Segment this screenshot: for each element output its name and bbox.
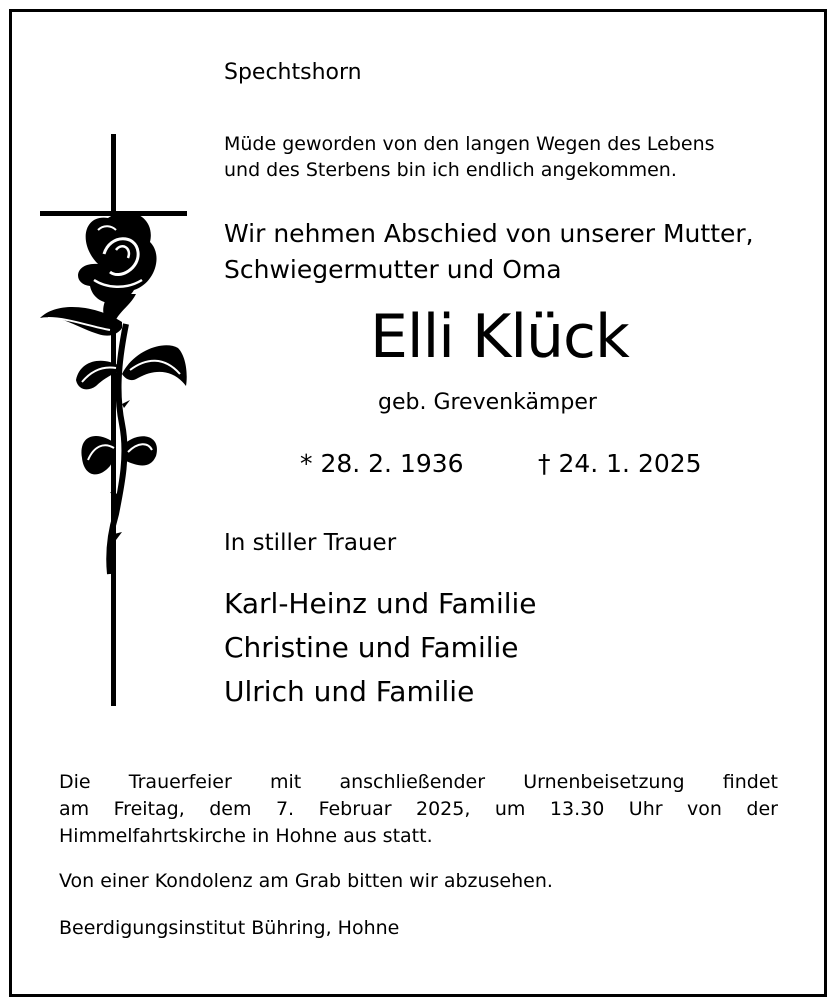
birth-date: * 28. 2. 1936 bbox=[300, 449, 464, 478]
motto bbox=[224, 131, 715, 183]
undertaker: Beerdigungsinstitut Bühring, Hohne bbox=[59, 917, 400, 939]
maiden-name: geb. Grevenkämper bbox=[378, 390, 597, 415]
service-line: am Freitag, dem 7. Februar 2025, um 13.30 Uhr von der bbox=[59, 798, 778, 820]
mourner-item: Karl-Heinz und Familie bbox=[224, 587, 537, 620]
farewell-line: Schwiegermutter und Oma bbox=[224, 255, 562, 284]
deceased-name: Elli Klück bbox=[370, 302, 629, 372]
mourners-list bbox=[224, 582, 537, 714]
motto-line: und des Sterbens bin ich endlich angekommen. bbox=[224, 159, 677, 181]
farewell-line: Wir nehmen Abschied von unserer Mutter, bbox=[224, 219, 754, 248]
motto-line: Müde geworden von den langen Wegen des Lebens bbox=[224, 133, 715, 155]
mourner-item: Ulrich und Familie bbox=[224, 675, 475, 708]
death-date: † 24. 1. 2025 bbox=[538, 449, 702, 478]
service-info bbox=[59, 769, 778, 850]
mourner-item: Christine und Familie bbox=[224, 631, 519, 664]
mourning-intro: In stiller Trauer bbox=[224, 530, 397, 556]
farewell-text bbox=[224, 216, 754, 288]
place-name: Spechtshorn bbox=[224, 60, 362, 85]
service-line: Himmelfahrtskirche in Hohne aus statt. bbox=[59, 825, 433, 847]
cross-rose-icon bbox=[38, 134, 188, 706]
condolence-note: Von einer Kondolenz am Grab bitten wir abzusehen. bbox=[59, 870, 553, 892]
service-line: Die Trauerfeier mit anschließender Urnenbeisetzung findet bbox=[59, 771, 778, 793]
